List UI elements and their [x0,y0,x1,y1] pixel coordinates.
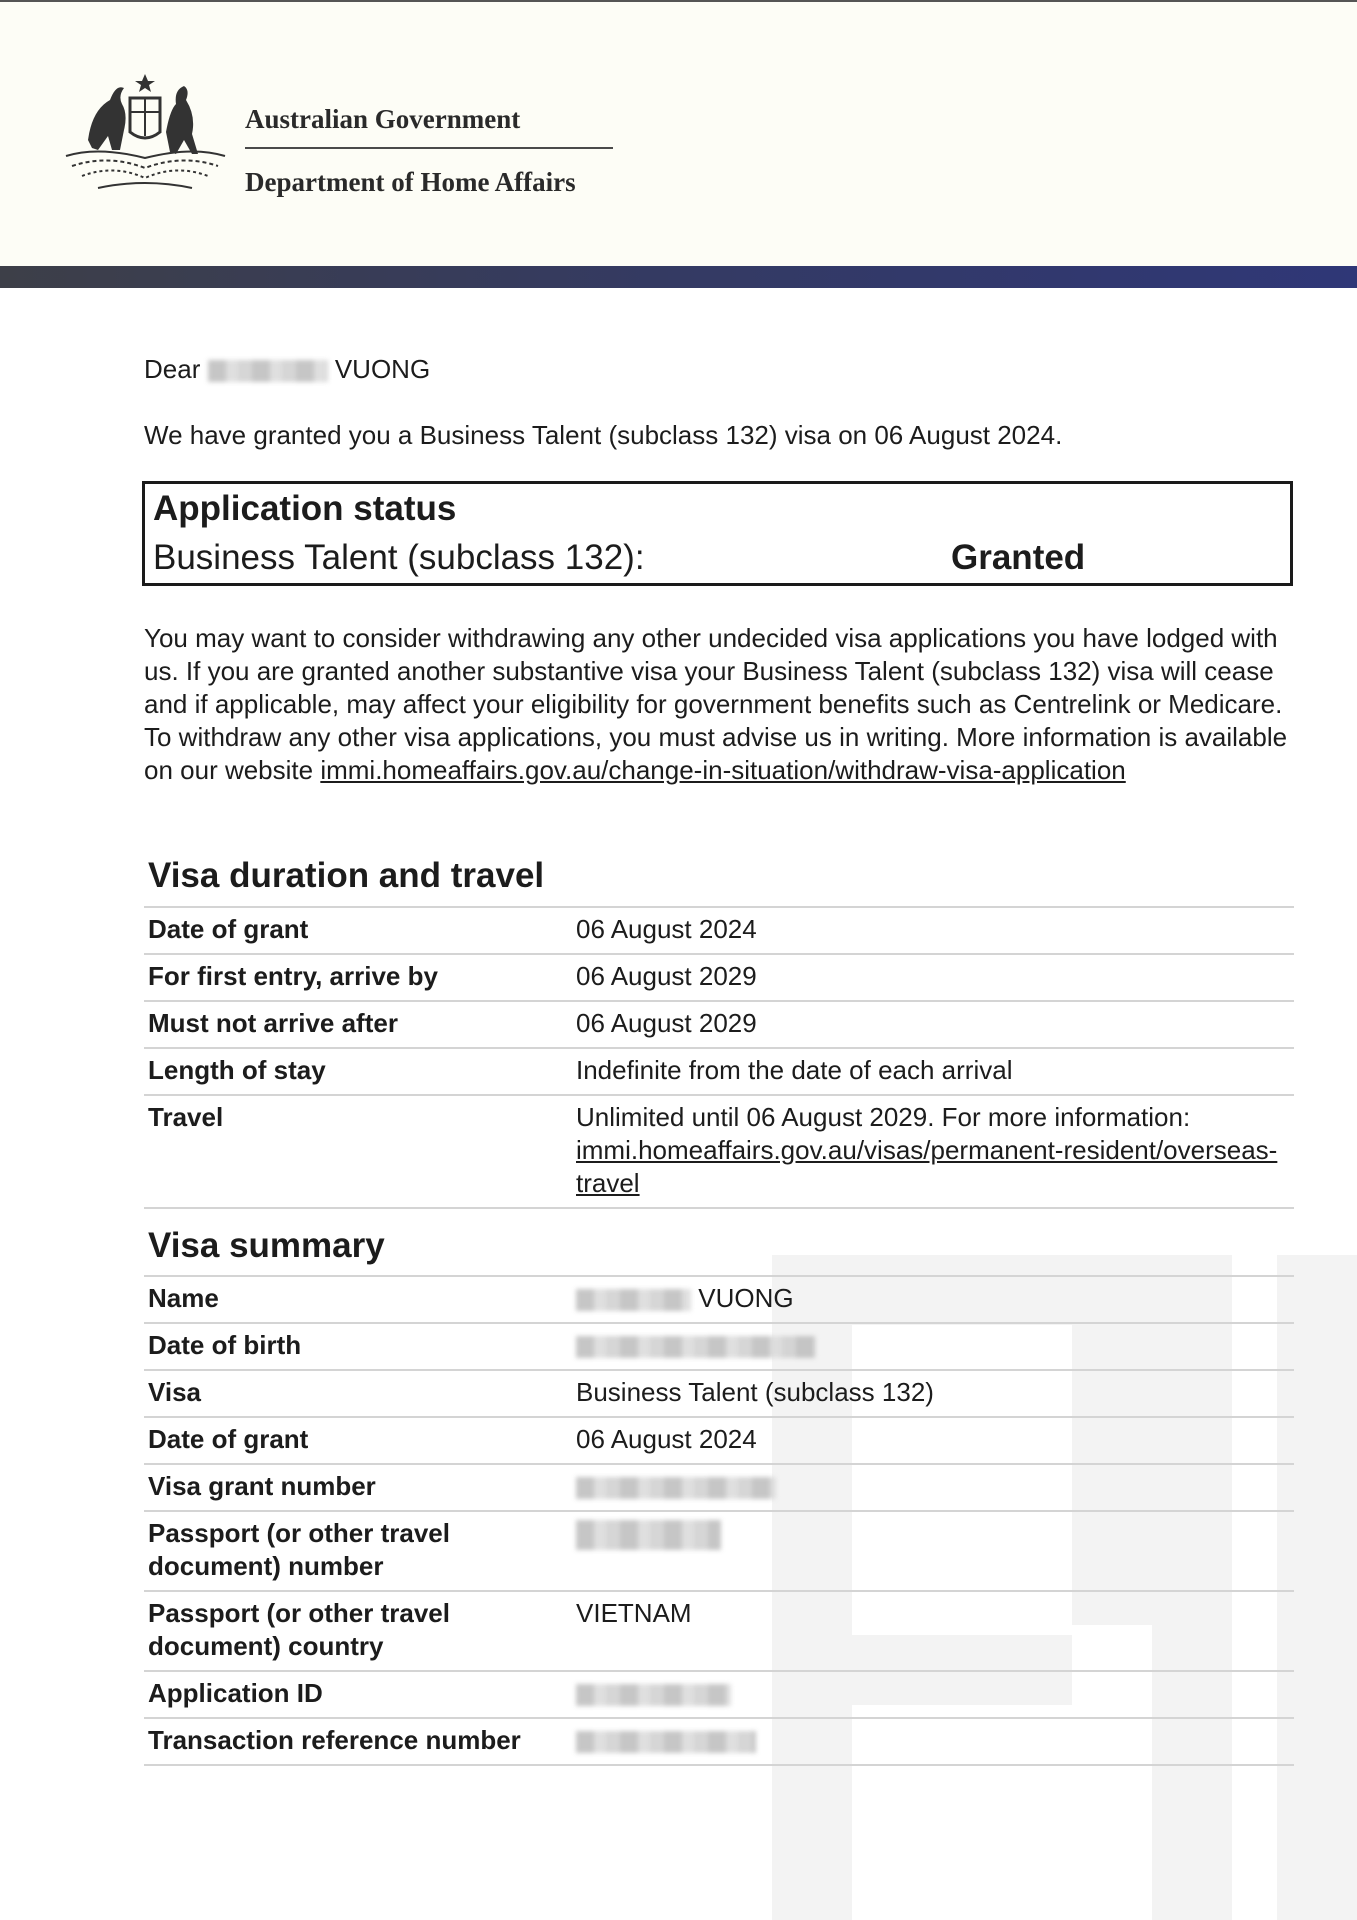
header-band [0,266,1357,288]
row-label: Length of stay [144,1048,572,1095]
status-value: Granted [951,538,1086,577]
table-row [144,954,1294,1001]
row-label: Passport (or other travel document) country [144,1591,572,1671]
row-label: Date of grant [144,1417,572,1464]
table-row [144,1048,1294,1095]
row-label: For first entry, arrive by [144,954,572,1001]
status-title: Application status [153,489,457,528]
salutation-text: Dear [144,354,201,384]
table-row [144,1511,1294,1591]
visa-summary-table [144,1275,1294,1766]
grant-statement: We have granted you a Business Talent (subclass 132) visa on 06 August 2024. [144,420,1063,450]
row-label: Name [144,1276,572,1323]
table-row [144,1591,1294,1671]
government-name: Australian Government [245,104,521,134]
row-value: 06 August 2024 [572,1417,1294,1464]
redacted-passport-number [576,1520,721,1550]
travel-text: Unlimited until 06 August 2029. For more information: [576,1102,1191,1132]
row-label: Passport (or other travel document) number [144,1511,572,1591]
application-status-box [142,481,1293,586]
row-value: 06 August 2029 [572,954,1294,1001]
row-label: Travel [144,1095,572,1208]
row-value [572,1718,1294,1765]
letterhead [0,0,1357,268]
visa-summary-title: Visa summary [148,1226,385,1265]
redacted-given-name [208,360,328,382]
row-label: Must not arrive after [144,1001,572,1048]
visa-duration-table [144,906,1294,1209]
table-row [144,1095,1294,1208]
row-value: 06 August 2029 [572,1001,1294,1048]
row-value [572,1276,1294,1323]
row-label: Transaction reference number [144,1718,572,1765]
row-value [572,1095,1294,1208]
row-value [572,1671,1294,1718]
salutation-surname: VUONG [334,354,431,384]
department-name: Department of Home Affairs [245,167,576,197]
visa-duration-title: Visa duration and travel [148,856,545,895]
table-row [144,1370,1294,1417]
row-value: Business Talent (subclass 132) [572,1370,1294,1417]
redacted-date-of-birth [576,1336,816,1358]
row-label: Date of birth [144,1323,572,1370]
table-row [144,1464,1294,1511]
redacted-transaction-reference [576,1731,756,1753]
row-value [572,1511,1294,1591]
table-row [144,907,1294,954]
row-value [572,1464,1294,1511]
row-value: Indefinite from the date of each arrival [572,1048,1294,1095]
redacted-given-name [576,1289,691,1311]
notice-text: You may want to consider withdrawing any other undecided visa applications you have lodged with us. If you are granted another substantive visa your Business Talent (subclass 132) visa will cease and if applicable, may affect your eligibility for government benefits such as Centrelink or Medicare. To withdraw any other visa applications, you must advise us in writing. More information is available on our website [144,623,1288,785]
overseas-travel-link[interactable]: immi.homeaffairs.gov.au/visas/permanent-resident/overseas-travel [576,1135,1278,1198]
table-row [144,1001,1294,1048]
redacted-grant-number [576,1477,776,1499]
table-row [144,1276,1294,1323]
row-label: Visa grant number [144,1464,572,1511]
table-row [144,1323,1294,1370]
row-label: Application ID [144,1671,572,1718]
table-row [144,1718,1294,1765]
withdraw-info-link[interactable]: immi.homeaffairs.gov.au/change-in-situation/withdraw-visa-application [320,755,1126,785]
row-label: Date of grant [144,907,572,954]
row-value: 06 August 2024 [572,907,1294,954]
header-divider [245,147,613,149]
coat-of-arms-logo [58,70,233,200]
row-label: Visa [144,1370,572,1417]
table-row [144,1671,1294,1718]
table-row [144,1417,1294,1464]
redacted-application-id [576,1684,731,1706]
withdraw-notice [144,622,1294,787]
salutation [144,354,430,385]
row-value [572,1323,1294,1370]
status-visa-label: Business Talent (subclass 132): [153,538,645,577]
summary-surname: VUONG [698,1283,794,1313]
top-rule [0,0,1357,2]
row-value: VIETNAM [572,1591,1294,1671]
